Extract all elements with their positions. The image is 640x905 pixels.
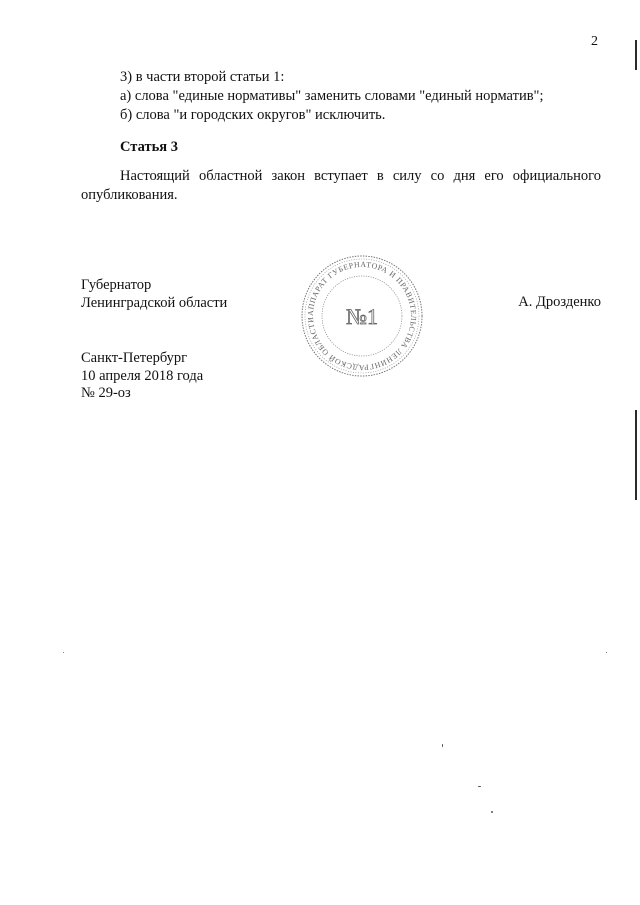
article-text: Настоящий областной закон вступает в силу со дня его официального опубликования. xyxy=(81,168,601,203)
scan-speck xyxy=(478,786,481,787)
scan-speck xyxy=(606,652,607,653)
scan-speck xyxy=(491,811,493,813)
scan-speck xyxy=(63,652,64,653)
signer-name: А. Дрозденко xyxy=(518,294,601,310)
article-heading: Статья 3 xyxy=(120,139,178,155)
scan-edge-mark xyxy=(635,410,637,500)
signatory-position: Губернатор xyxy=(81,277,152,293)
amendment-item: а) слова "единые нормативы" заменить словами "единый норматив"; xyxy=(120,88,544,104)
amendment-item: б) слова "и городских округов" исключить. xyxy=(120,107,386,123)
signatory-region: Ленинградской области xyxy=(81,295,228,311)
seal-number: №1 xyxy=(346,304,378,329)
signing-city: Санкт-Петербург xyxy=(81,350,188,366)
scan-speck xyxy=(442,744,443,747)
amendment-item: 3) в части второй статьи 1: xyxy=(120,69,285,85)
scan-edge-mark xyxy=(635,40,637,70)
signing-date: 10 апреля 2018 года xyxy=(81,368,204,384)
page-number: 2 xyxy=(591,34,598,49)
law-number: № 29-оз xyxy=(81,385,131,401)
seal-ring-text: АППАРАТ ГУБЕРНАТОРА И ПРАВИТЕЛЬСТВА ЛЕНИНГРАДСКОЙ ОБЛАСТИ xyxy=(305,259,419,373)
official-seal xyxy=(298,252,426,380)
